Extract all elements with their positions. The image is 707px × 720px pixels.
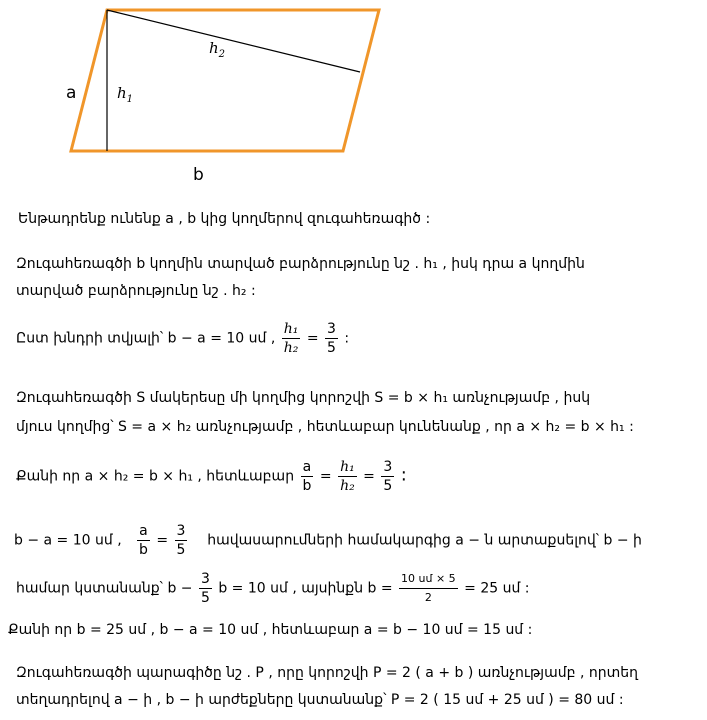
text-line-9: համար կստանանք՝ b − $\frac{3}{5}$ b = 10 սմ , այսինքն b = $\frac{\text{10 սմ × 5}}{2}$ = 25 սմ : xyxy=(16,571,530,606)
height-h2-label: $h_2$ xyxy=(209,39,226,60)
fraction-a-b: $\frac{a}{b}$ xyxy=(302,459,312,494)
text-line-10: Քանի որ b = 25 սմ , b − a = 10 սմ , հետևաբար a = b − 10 սմ = 15 սմ : xyxy=(8,622,533,638)
text-line-7: Քանի որ a × h₂ = b × h₁ , հետևաբար $\frac{a}{b}$ = $\frac{\text{h₁}}{\text{h₂}}$ = $\frac{3}{5}$ : xyxy=(16,459,407,494)
text-line-1: Ենթադրենք ունենք a , b կից կողմերով զուգահեռագիծ : xyxy=(18,211,431,227)
fraction-h1-h2: $\frac{\text{h₁}}{\text{h₂}}$ xyxy=(283,321,299,356)
height-h1-label: $h_1$ xyxy=(117,84,134,105)
text-line-2: Զուգահեռագծի b կողմին տարված բարձրությունը նշ . h₁ , իսկ դրա a կողմին xyxy=(16,256,585,272)
side-b-label: b xyxy=(193,165,204,185)
height-h2-line xyxy=(107,10,360,72)
text-line-11: Զուգահեռագծի պարագիծը նշ . P , որը կորոշվի P = 2 ( a + b ) առնչությամբ , որտեղ xyxy=(16,665,638,681)
parallelogram-outline xyxy=(71,10,379,151)
text-line-8: b − a = 10 սմ , $\frac{a}{b}$ = $\frac{3}{5}$ հավասարումների համակարգից a − ն արտաքսելով՝ b − ի xyxy=(14,523,642,558)
text-line-5: Զուգահեռագծի S մակերեսը մի կողմից կորոշվի S = b × h₁ առնչությամբ , իսկ xyxy=(16,390,591,406)
fraction-3-5: $\frac{3}{5}$ xyxy=(383,459,393,494)
text-line-3: տարված բարձրությունը նշ . h₂ : xyxy=(16,283,256,299)
fraction-3-5: $\frac{3}{5}$ xyxy=(200,571,210,606)
parallelogram-figure xyxy=(0,0,707,200)
text-line-4: Ըստ խնդրի տվյալի՝ b − a = 10 սմ , $\frac{\text{h₁}}{\text{h₂}}$ = $\frac{3}{5}$ : xyxy=(16,321,350,356)
fraction-h1-h2: $\frac{\text{h₁}}{\text{h₂}}$ xyxy=(340,459,355,494)
text-line-6: մյուս կողմից՝ S = a × h₂ առնչությամբ , հետևաբար կունենանք , որ a × h₂ = b × h₁ : xyxy=(16,419,634,435)
text-line-12: տեղադրելով a − ի , b − ի արժեքները կստանանք՝ P = 2 ( 15 սմ + 25 սմ ) = 80 սմ : xyxy=(16,692,624,708)
fraction-10-5-over-2: $\frac{\text{10 սմ × 5}}{2}$ xyxy=(401,572,456,604)
side-a-label: a xyxy=(66,83,77,103)
fraction-3-5: $\frac{3}{5}$ xyxy=(176,523,186,558)
fraction-3-5: $\frac{3}{5}$ xyxy=(327,321,336,356)
fraction-a-b: $\frac{a}{b}$ xyxy=(139,523,148,558)
